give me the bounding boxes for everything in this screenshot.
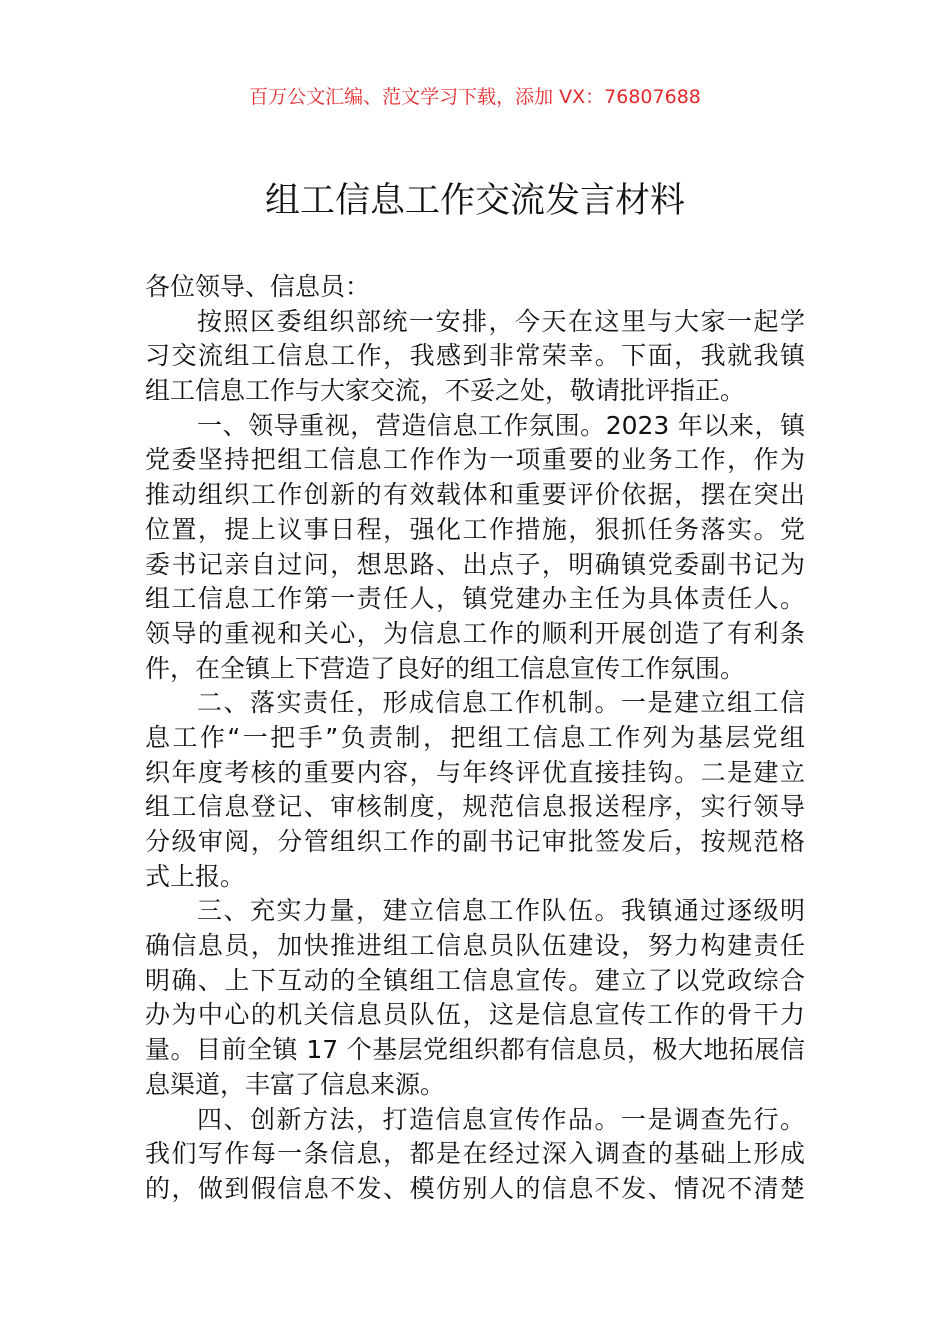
text-line: 委书记亲自过问，想思路、出点子，明确镇党委副书记为 — [145, 549, 805, 579]
text-line: 办为中心的机关信息员队伍，这是信息宣传工作的骨干力 — [145, 1000, 805, 1030]
text-line: 式上报。 — [145, 861, 246, 891]
text-line: 量。目前全镇 17 个基层党组织都有信息员，极大地拓展信 — [145, 1035, 805, 1065]
text-line: 件，在全镇上下营造了良好的组工信息宣传工作氛围。 — [145, 653, 746, 683]
document-body — [145, 270, 805, 1207]
text-line: 织年度考核的重要内容，与年终评优直接挂钩。二是建立 — [145, 757, 805, 787]
text-line: 四、创新方法，打造信息宣传作品。一是调查先行。 — [197, 1104, 805, 1134]
text-line: 的，做到假信息不发、模仿别人的信息不发、情况不清楚 — [145, 1173, 805, 1203]
text-line: 领导的重视和关心，为信息工作的顺利开展创造了有利条 — [145, 618, 805, 648]
text-line: 分级审阅，分管组织工作的副书记审批签发后，按规范格 — [145, 827, 805, 856]
text-line: 明确、上下互动的全镇组工信息宣传。建立了以党政综合 — [145, 965, 805, 995]
text-line: 确信息员，加快推进组工信息员队伍建设，努力构建责任 — [145, 931, 805, 961]
text-line: 各位领导、信息员： — [145, 272, 371, 301]
text-line: 推动组织工作创新的有效载体和重要评价依据，摆在突出 — [145, 480, 805, 510]
text-line: 组工信息工作与大家交流，不妥之处，敬请批评指正。 — [145, 376, 746, 406]
document-title: 组工信息工作交流发言材料 — [264, 181, 685, 221]
text-line: 一、领导重视，营造信息工作氛围。2023 年以来，镇 — [197, 410, 805, 440]
watermark-banner: 百万公文汇编、范文学习下载，添加 VX：76807688 — [249, 86, 701, 108]
text-line: 组工信息登记、审核制度，规范信息报送程序，实行领导 — [145, 792, 805, 822]
text-line: 习交流组工信息工作，我感到非常荣幸。下面，我就我镇 — [145, 341, 805, 371]
text-line: 按照区委组织部统一安排，今天在这里与大家一起学 — [197, 306, 805, 336]
text-line: 息渠道，丰富了信息来源。 — [145, 1069, 446, 1099]
text-line: 组工信息工作第一责任人，镇党建办主任为具体责任人。 — [145, 584, 805, 614]
text-line: 三、充实力量，建立信息工作队伍。我镇通过逐级明 — [197, 896, 805, 926]
text-line: 息工作“一把手”负责制，把组工信息工作列为基层党组 — [145, 722, 805, 752]
text-line: 位置，提上议事日程，强化工作措施，狠抓任务落实。党 — [145, 514, 805, 544]
text-line: 二、落实责任，形成信息工作机制。一是建立组工信 — [197, 688, 805, 718]
text-line: 党委坚持把组工信息工作作为一项重要的业务工作，作为 — [145, 445, 805, 475]
text-line: 我们写作每一条信息，都是在经过深入调查的基础上形成 — [145, 1139, 805, 1169]
